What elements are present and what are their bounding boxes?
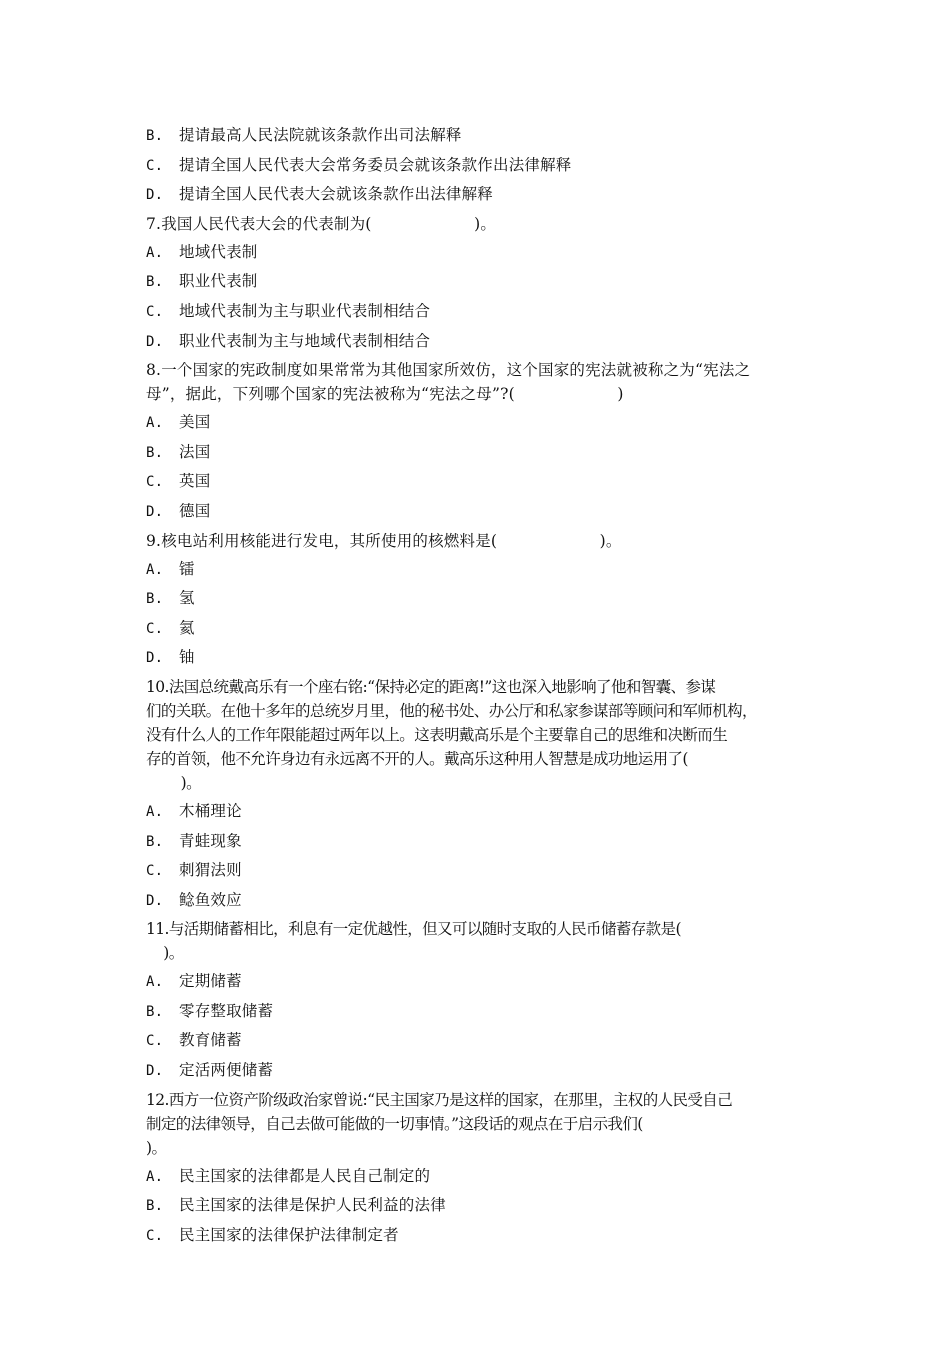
option-letter: B. [146,591,164,608]
stem-line: 7.我国人民代表大会的代表制为( )。 [146,214,497,233]
option-text: 职业代表制为主与地域代表制相结合 [179,331,431,350]
option-a [146,797,811,827]
option-text: 职业代表制 [179,272,258,291]
stem-line: )。 [146,773,201,792]
option-b [146,827,811,857]
option-text: 木桶理论 [179,801,242,820]
option-text: 法国 [179,442,211,461]
stem-line: 11.与活期储蓄相比，利息有一定优越性，但又可以随时支取的人民币储蓄存款是( [146,920,681,939]
stem-line: 母”，据此，下列哪个国家的宪法被称为“宪法之母”?( ) [146,385,624,404]
option-c [146,151,811,181]
option-text: 鲶鱼效应 [179,890,242,909]
option-text: 氦 [179,618,195,637]
option-letter: B. [146,128,164,144]
question-12-stem [146,1088,811,1160]
question-11-stem [146,917,811,965]
stem-line: 没有什么人的工作年限能超过两年以上。这表明戴高乐是个主要靠自己的思维和决断而生 [146,725,728,744]
option-b [146,121,811,151]
option-d [146,886,811,916]
option-letter: C. [146,1227,164,1244]
option-letter: C. [146,157,164,174]
option-c [146,614,811,644]
option-text: 提请全国人民代表大会就该条款作出法律解释 [179,185,494,204]
stem-line: )。 [146,1138,167,1157]
option-c [146,297,811,327]
option-b [146,997,811,1027]
stem-line: 12.西方一位资产阶级政治家曾说:“民主国家乃是这样的国家，在那里，主权的人民受自己 [146,1090,733,1109]
option-c [146,1026,811,1056]
option-letter: A. [146,803,164,820]
option-d [146,180,811,210]
option-letter: C. [146,303,164,320]
question-list [146,121,811,1250]
question-7-stem [146,212,811,236]
option-text: 民主国家的法律保护法律制定者 [179,1225,399,1244]
option-c [146,856,811,886]
option-a [146,238,811,268]
option-b [146,267,811,297]
option-letter: B. [146,444,164,461]
option-text: 美国 [179,413,211,432]
stem-line: 9.核电站利用核能进行发电，其所使用的核燃料是( )。 [146,531,622,550]
option-b [146,1191,811,1221]
option-letter: C. [146,474,164,491]
option-d [146,497,811,527]
option-text: 定活两便储蓄 [179,1061,274,1080]
option-text: 教育储蓄 [179,1031,242,1050]
option-c [146,1221,811,1251]
option-letter: C. [146,1033,164,1050]
question-10-stem [146,675,811,795]
option-text: 零存整取储蓄 [179,1001,274,1020]
option-text: 氢 [179,589,195,608]
option-a [146,967,811,997]
option-text: 地域代表制 [179,242,258,261]
option-letter: C. [146,863,164,880]
option-text: 提请最高人民法院就该条款作出司法解释 [179,126,462,144]
question-9-stem [146,529,811,553]
stem-line: 8.一个国家的宪政制度如果常常为其他国家所效仿，这个国家的宪法就被称之为“宪法之 [146,361,751,380]
option-d [146,327,811,357]
option-letter: D. [146,1063,164,1080]
option-a [146,1162,811,1192]
option-text: 民主国家的法律都是人民自己制定的 [179,1166,431,1185]
option-a [146,555,811,585]
option-letter: D. [146,650,164,667]
option-c [146,467,811,497]
option-letter: A. [146,415,164,432]
option-letter: B. [146,1003,164,1020]
option-letter: B. [146,274,164,291]
option-text: 定期储蓄 [179,972,242,991]
option-text: 青蛙现象 [179,831,242,850]
option-text: 英国 [179,472,211,491]
option-letter: D. [146,892,164,909]
option-letter: A. [146,1168,164,1185]
option-text: 地域代表制为主与职业代表制相结合 [179,301,431,320]
option-letter: D. [146,503,164,520]
option-letter: B. [146,1198,164,1215]
option-b [146,584,811,614]
option-text: 民主国家的法律是保护人民利益的法律 [179,1196,446,1215]
question-8-stem [146,358,811,406]
option-text: 德国 [179,501,211,520]
stem-line: 存的首领，他不允许身边有永远离不开的人。戴高乐这种用人智慧是成功地运用了( [146,749,688,768]
option-letter: A. [146,244,164,261]
stem-line: 10.法国总统戴高乐有一个座右铭:“保持必定的距离!”这也深入地影响了他和智囊、参谋 [146,677,716,696]
option-letter: A. [146,561,164,578]
option-letter: D. [146,333,164,350]
option-text: 刺猬法则 [179,861,242,880]
stem-line: 制定的法律领导，自己去做可能做的一切事情。”这段话的观点在于启示我们( [146,1114,643,1133]
option-text: 铀 [179,648,195,667]
option-letter: C. [146,620,164,637]
option-d [146,1056,811,1086]
option-letter: A. [146,974,164,991]
option-d [146,643,811,673]
option-a [146,408,811,438]
stem-line: )。 [146,944,184,963]
option-letter: D. [146,187,164,204]
option-letter: B. [146,833,164,850]
option-text: 提请全国人民代表大会常务委员会就该条款作出法律解释 [179,155,572,174]
option-text: 镭 [179,559,195,578]
option-b [146,438,811,468]
stem-line: 们的关联。在他十多年的总统岁月里，他的秘书处、办公厅和私家参谋部等顾问和军师机构， [146,701,757,720]
